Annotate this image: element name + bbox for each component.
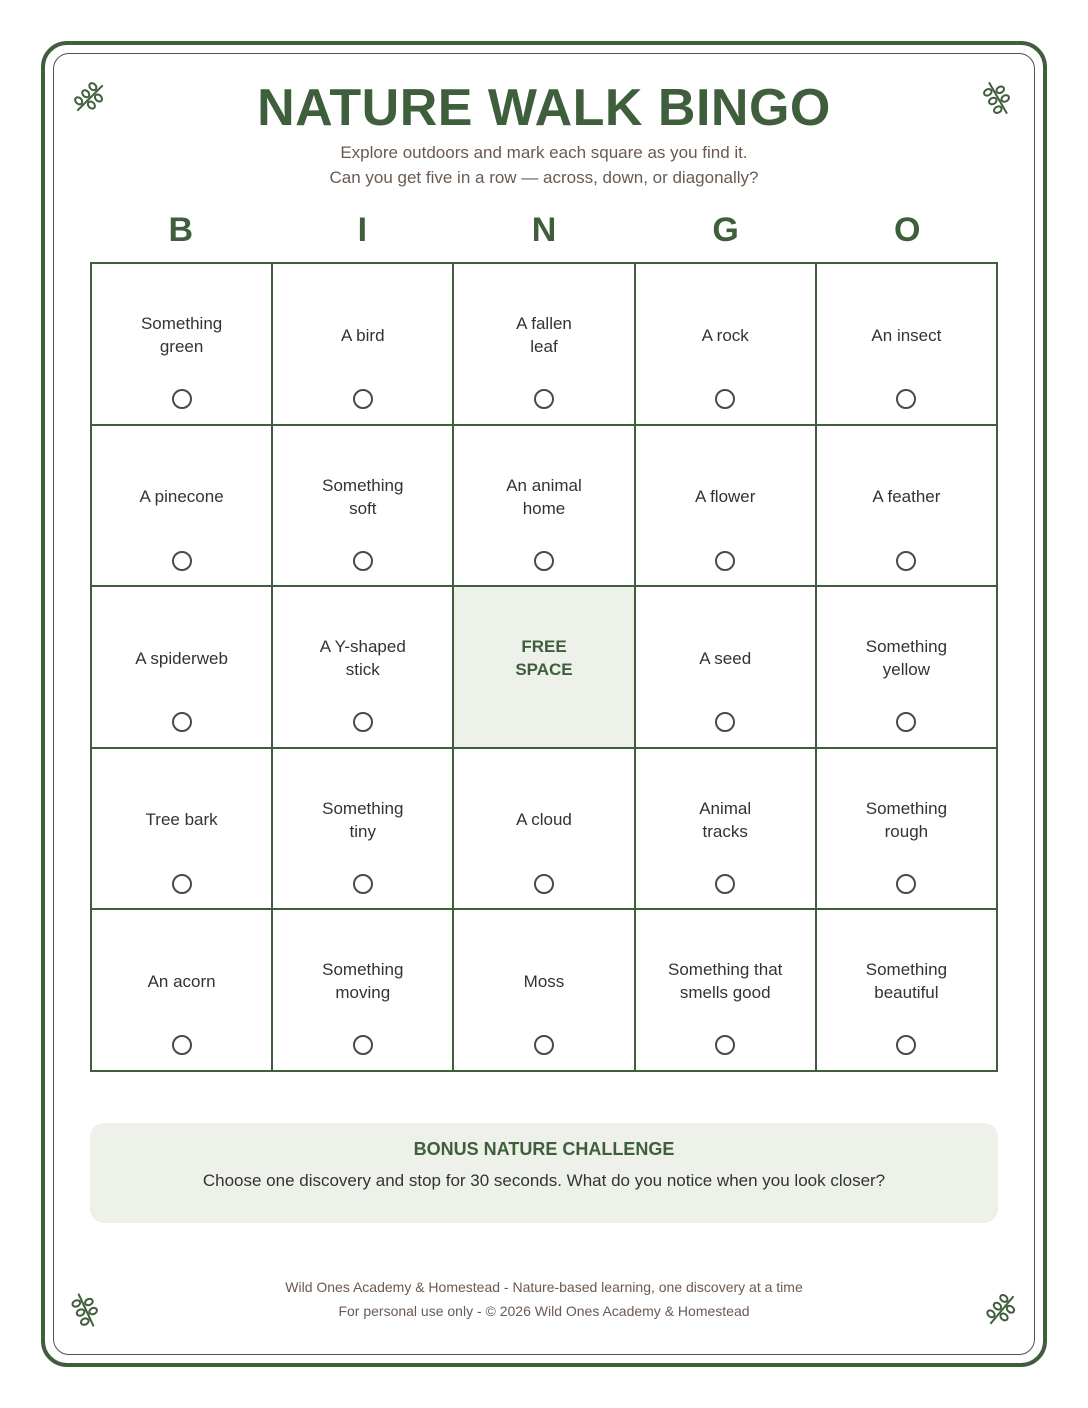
bingo-cell [272,909,453,1071]
checkbox-circle-icon[interactable] [896,551,916,571]
checkbox-circle-icon[interactable] [715,712,735,732]
checkbox-circle-icon[interactable] [353,389,373,409]
checkbox-circle-icon[interactable] [172,389,192,409]
cell-label: A spiderweb [135,648,228,668]
cell-label: A rock [701,325,749,345]
cell-label: A fallen leaf [516,314,572,356]
subtitle-line-2: Can you get five in a row — across, down, or diagonally? [329,168,759,187]
cell-label: Something green [140,314,223,356]
page-title: NATURE WALK BINGO [257,79,831,137]
checkbox-circle-icon[interactable] [715,551,735,571]
cell-label: Something beautiful [865,960,948,1003]
checkbox-circle-icon[interactable] [896,874,916,894]
subtitle-line-1: Explore outdoors and mark each square as you find it. [340,143,748,162]
checkbox-circle-icon[interactable] [715,389,735,409]
bingo-cell [272,748,453,910]
checkbox-circle-icon[interactable] [353,874,373,894]
checkbox-circle-icon[interactable] [534,874,554,894]
cell-label: Something that smells good [668,960,783,1003]
checkbox-circle-icon[interactable] [172,874,192,894]
cell-label: A seed [699,648,752,668]
bingo-cell [91,748,272,910]
bingo-cell [91,909,272,1071]
cell-label: An acorn [147,971,216,991]
cell-label: Something rough [865,798,948,841]
checkbox-circle-icon[interactable] [896,712,916,732]
cell-label: Something yellow [865,637,948,680]
footer-line-2: For personal use only - © 2026 Wild Ones Academy & Homestead [338,1303,750,1319]
bingo-cell [816,425,997,587]
checkbox-circle-icon[interactable] [534,551,554,571]
bingo-cell [272,263,453,425]
bingo-cell [816,909,997,1071]
checkbox-circle-icon[interactable] [172,712,192,732]
bingo-cell [453,263,634,425]
bingo-cell [453,425,634,587]
footer-line-1: Wild Ones Academy & Homestead - Nature-based learning, one discovery at a time [285,1279,803,1295]
free-space-label: FREE SPACE [515,637,573,680]
checkbox-circle-icon[interactable] [172,551,192,571]
cell-label: Tree bark [145,810,218,830]
bingo-cell [272,425,453,587]
cell-label: A Y-shaped stick [319,637,406,680]
checkbox-circle-icon[interactable] [353,1035,373,1055]
cell-label: Something tiny [322,798,404,841]
checkbox-circle-icon[interactable] [715,874,735,894]
bingo-header [90,208,998,252]
cell-label: A pinecone [139,487,224,507]
cell-label: An animal home [506,475,582,518]
bonus-challenge-panel [90,1123,998,1223]
bingo-cell [816,748,997,910]
bingo-cell [272,586,453,748]
cell-label: A cloud [516,810,572,830]
cell-label: A bird [341,325,385,345]
bingo-cell [91,425,272,587]
free-space-cell [453,586,634,748]
bonus-title: BONUS NATURE CHALLENGE [413,1139,675,1159]
checkbox-circle-icon[interactable] [896,1035,916,1055]
bingo-cell [816,263,997,425]
checkbox-circle-icon[interactable] [353,551,373,571]
bingo-cell [816,586,997,748]
bingo-cell [91,263,272,425]
cell-label: A feather [872,487,941,507]
bingo-grid [90,262,998,1072]
column-letter: O [893,211,921,249]
column-letter: G [712,211,739,249]
checkbox-circle-icon[interactable] [896,389,916,409]
bingo-cell [453,909,634,1071]
column-letter: I [357,211,368,249]
bingo-cell [635,586,816,748]
checkbox-circle-icon[interactable] [353,712,373,732]
cell-label: An insect [871,325,942,345]
checkbox-circle-icon[interactable] [534,389,554,409]
bingo-cell [635,748,816,910]
checkbox-circle-icon[interactable] [534,1035,554,1055]
bingo-cell [91,586,272,748]
checkbox-circle-icon[interactable] [715,1035,735,1055]
cell-label: Something soft [322,475,404,518]
bingo-cell [453,748,634,910]
bingo-cell [635,909,816,1071]
bonus-text: Choose one discovery and stop for 30 seconds. What do you notice when you look closer? [202,1171,886,1190]
bingo-cell [635,425,816,587]
checkbox-circle-icon[interactable] [172,1035,192,1055]
cell-label: A flower [694,487,756,507]
column-letter: B [168,211,194,249]
cell-label: Something moving [322,960,404,1003]
cell-label: Animal tracks [699,798,752,841]
bingo-cell [635,263,816,425]
column-letter: N [531,211,557,249]
cell-label: Moss [523,971,565,991]
